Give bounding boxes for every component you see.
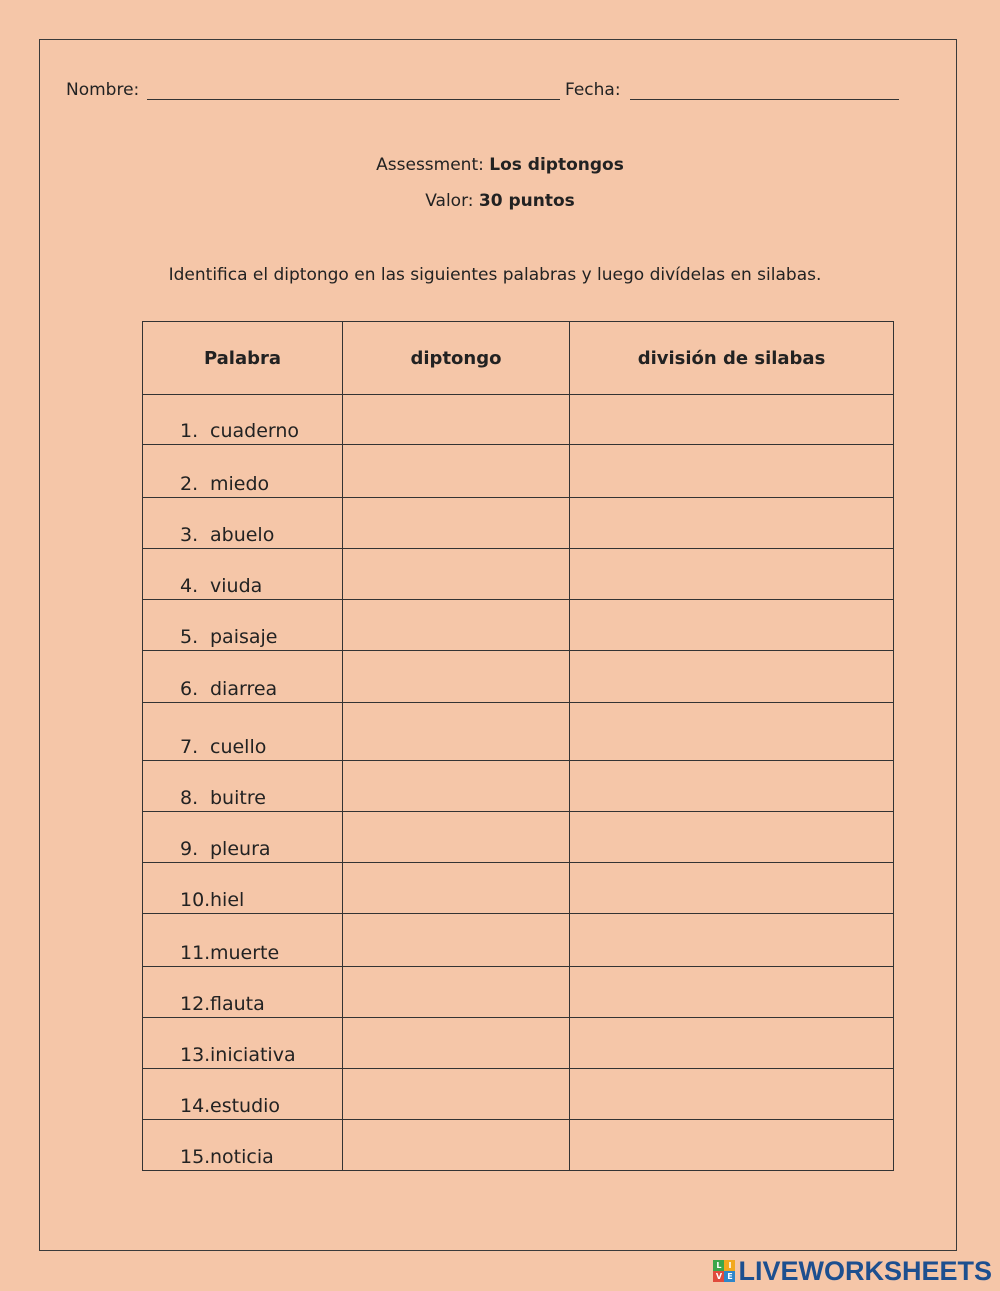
row-number: 9. xyxy=(180,838,199,860)
table-row xyxy=(143,445,894,498)
division-answer-cell[interactable] xyxy=(570,1120,894,1171)
table-row xyxy=(143,967,894,1018)
division-answer-cell[interactable] xyxy=(570,967,894,1018)
row-number: 14. xyxy=(180,1095,211,1117)
row-number: 15. xyxy=(180,1146,211,1168)
word-text: viuda xyxy=(210,575,263,597)
name-label: Nombre: xyxy=(66,80,140,100)
word-cell xyxy=(143,967,343,1018)
diptongo-answer-cell[interactable] xyxy=(343,914,570,967)
word-cell xyxy=(143,1018,343,1069)
column-header-palabra: Palabra xyxy=(143,322,343,395)
diptongo-answer-cell[interactable] xyxy=(343,651,570,703)
row-number: 10. xyxy=(180,889,211,911)
value-line: Valor: 30 puntos xyxy=(425,191,575,211)
table-row xyxy=(143,600,894,651)
row-number: 2. xyxy=(180,473,199,495)
row-number: 4. xyxy=(180,575,199,597)
row-number: 12. xyxy=(180,993,211,1015)
diptongo-answer-cell[interactable] xyxy=(343,863,570,914)
value-points: 30 puntos xyxy=(478,191,575,211)
word-text: miedo xyxy=(210,473,270,495)
diptongo-answer-cell[interactable] xyxy=(343,600,570,651)
word-cell xyxy=(143,812,343,863)
word-cell xyxy=(143,498,343,549)
word-cell xyxy=(143,395,343,445)
table-row xyxy=(143,863,894,914)
word-text: pleura xyxy=(210,838,271,860)
column-header-division: división de silabas xyxy=(570,322,894,395)
word-text: hiel xyxy=(210,889,245,911)
row-number: 8. xyxy=(180,787,199,809)
diphthong-table xyxy=(142,321,894,1171)
logo-badge-icon: L I V E xyxy=(713,1260,735,1282)
word-text: noticia xyxy=(210,1146,274,1168)
diptongo-answer-cell[interactable] xyxy=(343,1069,570,1120)
diptongo-answer-cell[interactable] xyxy=(343,498,570,549)
row-number: 5. xyxy=(180,626,199,648)
division-answer-cell[interactable] xyxy=(570,761,894,812)
instructions: Identifica el diptongo en las siguientes palabras y luego divídelas en silabas. xyxy=(168,265,822,285)
division-answer-cell[interactable] xyxy=(570,395,894,445)
word-cell xyxy=(143,703,343,761)
word-cell xyxy=(143,549,343,600)
division-answer-cell[interactable] xyxy=(570,703,894,761)
division-answer-cell[interactable] xyxy=(570,1069,894,1120)
word-cell xyxy=(143,651,343,703)
word-text: diarrea xyxy=(210,678,278,700)
diptongo-answer-cell[interactable] xyxy=(343,445,570,498)
word-cell xyxy=(143,1069,343,1120)
table-row xyxy=(143,549,894,600)
table-header-row xyxy=(143,322,894,395)
diptongo-answer-cell[interactable] xyxy=(343,812,570,863)
word-cell xyxy=(143,914,343,967)
word-text: buitre xyxy=(210,787,266,809)
word-cell xyxy=(143,445,343,498)
liveworksheets-logo xyxy=(713,1257,992,1285)
word-text: flauta xyxy=(210,993,265,1015)
division-answer-cell[interactable] xyxy=(570,914,894,967)
diptongo-answer-cell[interactable] xyxy=(343,1120,570,1171)
table-row xyxy=(143,1069,894,1120)
column-header-diptongo: diptongo xyxy=(343,322,570,395)
division-answer-cell[interactable] xyxy=(570,445,894,498)
table-row xyxy=(143,1018,894,1069)
name-field[interactable] xyxy=(147,99,560,100)
table-row xyxy=(143,395,894,445)
division-answer-cell[interactable] xyxy=(570,651,894,703)
division-answer-cell[interactable] xyxy=(570,549,894,600)
table-row xyxy=(143,651,894,703)
word-text: estudio xyxy=(210,1095,281,1117)
division-answer-cell[interactable] xyxy=(570,498,894,549)
table-row xyxy=(143,812,894,863)
diptongo-answer-cell[interactable] xyxy=(343,703,570,761)
word-text: cuaderno xyxy=(210,420,300,442)
word-cell xyxy=(143,1120,343,1171)
row-number: 7. xyxy=(180,736,199,758)
diptongo-answer-cell[interactable] xyxy=(343,967,570,1018)
table-row xyxy=(143,914,894,967)
date-field[interactable] xyxy=(630,99,899,100)
table-row xyxy=(143,498,894,549)
row-number: 13. xyxy=(180,1044,211,1066)
diptongo-answer-cell[interactable] xyxy=(343,395,570,445)
division-answer-cell[interactable] xyxy=(570,600,894,651)
row-number: 1. xyxy=(180,420,199,442)
row-number: 3. xyxy=(180,524,199,546)
diptongo-answer-cell[interactable] xyxy=(343,549,570,600)
table-row xyxy=(143,761,894,812)
word-text: abuelo xyxy=(210,524,275,546)
row-number: 11. xyxy=(180,942,211,964)
diptongo-answer-cell[interactable] xyxy=(343,761,570,812)
date-label: Fecha: xyxy=(565,80,621,100)
word-text: cuello xyxy=(210,736,267,758)
diptongo-answer-cell[interactable] xyxy=(343,1018,570,1069)
row-number: 6. xyxy=(180,678,199,700)
assessment-name: Los diptongos xyxy=(489,155,624,175)
word-cell xyxy=(143,600,343,651)
table-row xyxy=(143,703,894,761)
word-text: iniciativa xyxy=(210,1044,296,1066)
logo-text: LIVEWORKSHEETS xyxy=(738,1255,992,1286)
word-text: muerte xyxy=(210,942,280,964)
word-cell xyxy=(143,863,343,914)
word-text: paisaje xyxy=(210,626,278,648)
division-answer-cell[interactable] xyxy=(570,812,894,863)
table-row xyxy=(143,1120,894,1171)
assessment-title: Assessment: Los diptongos xyxy=(376,155,624,175)
word-cell xyxy=(143,761,343,812)
division-answer-cell[interactable] xyxy=(570,863,894,914)
division-answer-cell[interactable] xyxy=(570,1018,894,1069)
